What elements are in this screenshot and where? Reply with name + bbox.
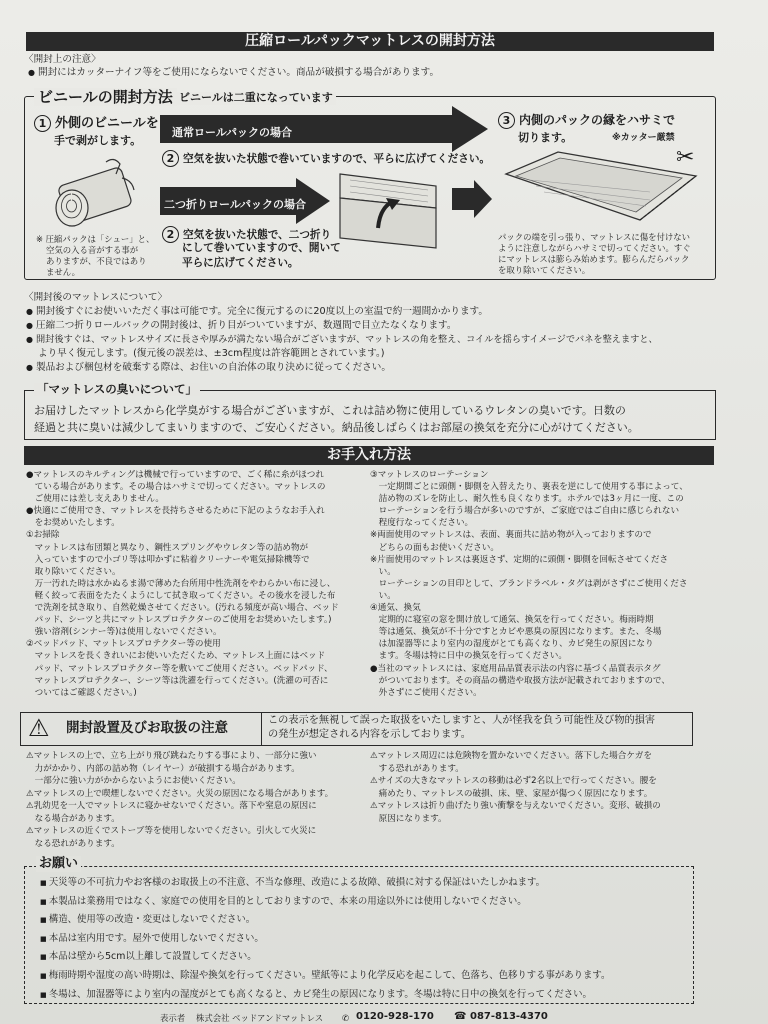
bullet-icon: ■ [40, 971, 49, 980]
care-left-line: マットレスプロテクター、シーツ等は洗濯を行ってください。(洗濯の可否に [26, 675, 329, 686]
folded-step-line-1 [162, 226, 331, 243]
care-left-line: ②ベッドパッド、マットレスプロテクター等の使用 [26, 639, 221, 650]
warning-triangle-icon: ⚠ [28, 714, 50, 742]
request-title: お願い [36, 856, 81, 872]
care-right-line: い。 [370, 566, 396, 577]
care-left-line: ●マットレスのキルティングは機械で行っていますので、ごく稀に糸がほつれ [26, 470, 324, 480]
step1-title-text: 外側のビニールを [55, 116, 159, 131]
request-item-text: 本品は室内用です。屋外で使用しないでください。 [48, 932, 264, 944]
step2b-number-icon: 2 [162, 226, 179, 243]
request-list [40, 874, 690, 1004]
folded-pack-label: 二つ折りロールパックの場合 [164, 198, 307, 211]
warning-left-line: なる場合があります。 [26, 813, 120, 824]
request-item-text: 構造、使用等の改造・変更はしないでください。 [48, 914, 256, 926]
request-item-text: 本製品は業務用ではなく、家庭での使用を目的としておりますので、本来の用途以外には使用しないでください。 [48, 895, 527, 907]
folded-step-line-3: 平らに広げてください。 [182, 257, 299, 269]
normal-pack-step-text: 空気を抜いた状態で巻いていますので、平らに広げてください。 [183, 153, 491, 165]
request-item [40, 930, 690, 949]
care-right-line: ※片面使用のマットレスは裏返さず、定期的に頭側・脚側を回転させてくださ [370, 554, 669, 565]
step1-title [34, 115, 159, 132]
care-right-line: ます。冬場は特に日中の換気を行ってください。 [370, 651, 567, 662]
care-left-line: 入っていますので小ゴリ等は叩かずに粘着クリーナーや電気掃除機等で [26, 554, 310, 565]
care-left-line: 軽く絞って表面をたたくようにして拭き取ってください。その後水を浸した布 [26, 590, 336, 601]
smell-title: 「マットレスの臭いについて」 [34, 383, 200, 396]
scissors-icon: ✂ [676, 145, 695, 170]
request-item-text: 冬場は、加湿器等により室内の湿度がとても高くなると、カビ発生の原因になります。冬場は特に日中の換気を行ってください。 [48, 988, 592, 1000]
care-right-line: 程度行なってください。 [370, 518, 474, 529]
bullet-icon: ■ [40, 916, 49, 925]
warning-right-line: ⚠サイズの大きなマットレスの移動は必ず2名以上で行ってください。腰を [370, 776, 657, 786]
care-left-line: をお奨めいたします。 [26, 518, 120, 529]
warning-right-line: 原因になります。 [370, 813, 447, 824]
warning-left-line: ⚠マットレスの上で喫煙しないでください。火災の原因になる場合があります。 [26, 788, 334, 799]
smell-line-2: 経過と共に臭いは減少してまいりますので、ご安心ください。納品後しばらくはお部屋の換気を充分に心がけてください。 [34, 421, 639, 434]
after-bullet-3-cont: より早く復元します。(復元後の誤差は、±3cm程度は許容範囲とされています。) [38, 348, 385, 359]
folded-step-line-2: にして巻いていますので、開いて [182, 242, 341, 254]
request-item-text: 天災等の不可抗力やお客様のお取扱上の不注意、不当な修理、改造による故障、破損に対する保証はいたしかねます。 [48, 877, 545, 888]
note-line-4: ません。 [46, 267, 81, 277]
care-left-line: ご使用には差し支えありません。 [26, 494, 165, 505]
folded-mattress-illustration [330, 168, 450, 256]
warning-right-line: する恐れがあります。 [370, 763, 464, 774]
warning-left-line: なる恐れがあります。 [26, 838, 120, 849]
care-right-line: 詰め物のズレを防止し、耐久性も良くなります。ホテルでは3ヶ月に一度、この [370, 494, 684, 505]
care-right-line: がついております。その商品の構造や取扱方法が記載されておりますので、 [370, 675, 670, 686]
step1-line2: 手で剥がします。 [54, 134, 142, 147]
cutter-ban: ※カッター厳禁 [612, 133, 675, 143]
request-item-text: 梅雨時期や湿度の高い時期は、除湿や換気を行ってください。壁紙等により化学反応を起こして、色落ち、色移りする事があります。 [48, 969, 611, 981]
warning-left-line: ⚠マットレスの近くでストーブ等を使用しないでください。引火して火災に [26, 826, 317, 836]
step3-title [498, 112, 675, 129]
folded-next-arrow [452, 180, 492, 218]
care-left-line: で洗剤を拭き取り、自然乾燥させてください。(汚れる頻度が高い場合、ベッド [26, 603, 339, 614]
after-bullet-1: ● 開封後すぐにお使いいただく事は可能です。完全に復元するのに20度以上の室温で約一週間かかります。 [26, 306, 488, 319]
care-left-line: ①お掃除 [26, 530, 60, 541]
vinyl-subtitle: ビニールは二重になっています [176, 92, 336, 105]
care-left-line: マットレスは布団類と異なり、鋼性スプリングやウレタン等の詰め物が [26, 542, 309, 553]
care-left-line: 取り除いてください。 [26, 566, 121, 577]
care-left-line: ている場合があります。その場合はハサミで切ってください。マットレスの [26, 482, 326, 493]
care-left-column [26, 469, 366, 699]
care-left-line: パッド、シーツと共にマットレスプロテクターのご使用をお奨めいたします。) [26, 615, 332, 626]
footer-company: 株式会社 ベッドアンドマットレス [196, 1013, 324, 1023]
warning-right-line: 痛めたり、マットレスの破損、床、壁、家屋が傷つく原因になります。 [370, 788, 653, 799]
step3-line2: 切ります。 [518, 131, 573, 144]
care-right-line: ●当社のマットレスには、家庭用品品質表示法の内容に基づく品質表示タグ [370, 663, 661, 674]
care-right-line: 一定期間ごとに頭側・脚側を入替えたり、裏表を逆にして使用する事によって、 [370, 482, 688, 493]
warning-right-line: ⚠マットレス周辺には危険物を置かないでください。落下した場合ケガを [370, 751, 652, 761]
warning-desc-line-1: この表示を無視して誤った取扱をいたしますと、人が怪我を負う可能性及び物的損害 [268, 715, 656, 726]
warning-left-line: 一部分に強い力がかからないようにお使いください。 [26, 776, 241, 786]
step3-title-text: 内側のパックの縁をハサミで [519, 113, 676, 127]
request-item [40, 948, 690, 967]
after-bullet-4: ● 製品および梱包材を破棄する際は、お住いの自治体の取り決めに従ってください。 [26, 362, 391, 375]
after-bullet-2: ● 圧縮二つ折りロールパックの開封後は、折り目がついていますが、数週間で目立たなくなります。 [26, 320, 456, 333]
care-right-line: 定期的に寝室の窓を開け放して通気、換気を行ってください。梅雨時期 [370, 615, 654, 626]
care-left-line: ついてはご確認ください。) [26, 687, 137, 698]
request-item [40, 893, 690, 912]
step3-number-icon: 3 [498, 112, 515, 129]
caution-heading: 〈開封上の注意〉 [24, 54, 101, 65]
care-right-line: ③マットレスのローテーション [370, 470, 489, 480]
caution-line: ● 開封にはカッターナイフ等をご使用にならないでください。商品が破損する場合があります。 [28, 67, 439, 80]
smell-line-1: お届けしたマットレスから化学臭がする場合がございますが、これは詰め物に使用しているウレタンの臭いです。日数の [34, 404, 626, 417]
care-left-line: 万一汚れた時は水かぬるま湯で薄めた台所用中性洗剤をやわらかい布に浸し、 [26, 578, 336, 589]
folded-step-text-1: 空気を抜いた状態で、二つ折り [183, 229, 332, 241]
care-right-column [370, 469, 714, 699]
care-right-line: 外さずにご使用ください。 [370, 687, 482, 698]
footer-label: 表示者 [160, 1013, 186, 1023]
warning-left-line: ⚠乳幼児を一人でマットレスに寝かせないでください。落下や窒息の原因に [26, 801, 317, 811]
after-heading: 〈開封後のマットレスについて〉 [24, 292, 168, 303]
care-title: お手入れ方法 [24, 446, 714, 465]
footer-tel: 087-813-4370 [470, 1011, 548, 1022]
phone-icon: ☎ [454, 1011, 467, 1022]
bullet-icon: ■ [40, 990, 49, 999]
free-dial-icon: ✆ [342, 1013, 350, 1023]
request-item [40, 911, 690, 930]
care-right-line: ※両面使用のマットレスは、表面、裏面共に詰め物が入っておりますので [370, 530, 652, 541]
care-left-line: ●快適にご使用でき、マットレスを長持ちさせるために下記のようなお手入れ [26, 506, 325, 517]
rolled-mattress-illustration [44, 152, 144, 232]
step3-desc-line-2: ように注意しながらハサミで切ってください。すぐ [498, 243, 691, 253]
bullet-icon: ■ [40, 934, 49, 943]
request-item [40, 986, 690, 1005]
warning-right-line: ⚠マットレスは折り曲げたり強い衝撃を与えないでください。変形、破損の [370, 801, 661, 811]
warning-left-line: 力がかかり、内部の詰め物（レイヤー）が破損する場合があります。 [26, 763, 300, 774]
care-left-line: パッド、マットレスプロテクター等を敷いてご使用ください。ベッドパッド、 [26, 663, 333, 674]
page-title: 圧縮ロールパックマットレスの開封方法 [26, 32, 714, 51]
note-line-3: ありますが、不良ではあり [46, 256, 147, 266]
step3-desc-line-1: パックの端を引っ張り、マットレスに傷を付けない [498, 232, 691, 242]
care-left-line: マットレスを長くきれいにお使いいただくため、マットレス上面にはベッド [26, 651, 326, 662]
step1-number-icon: 1 [34, 115, 51, 132]
care-right-line: ローテーションの目印として、ブランドラベル・タグは剥がさずにご使用くださ [370, 578, 688, 589]
care-right-line: い。 [370, 590, 396, 601]
care-right-line: どちらの面もお使いください。 [370, 542, 499, 553]
step2-number-icon: 2 [162, 150, 179, 167]
warning-right-column [370, 750, 714, 825]
step3-desc-line-3: にマットレスは膨らみ始めます。膨らんだらパック [498, 254, 690, 264]
step3-desc-line-4: を取り除いてください。 [498, 265, 591, 275]
request-item [40, 874, 690, 893]
care-right-line: 等は通気、換気が不十分ですとカビや悪臭の原因になります。また、冬場 [370, 627, 662, 638]
care-left-line: 強い溶剤(シンナー等)は使用しないでください。 [26, 627, 222, 638]
after-bullet-3: ● 開封後すぐは、マットレスサイズに長さや厚みが満たない場合がございますが、マットレスの角を整え、コイルを揺らすイメージでバネを整えますと、 [26, 334, 658, 347]
note-line-1: ※ 圧縮パックは「シュー」と、 [36, 234, 155, 244]
bullet-icon: ■ [40, 953, 49, 962]
care-right-line: ローテーションを行う場合が多いのですが、ご家庭ではご自由に感じられない [370, 506, 680, 517]
warning-left-column [26, 750, 370, 850]
vinyl-title: ビニールの開封方法 [34, 88, 177, 106]
normal-pack-step [162, 150, 490, 167]
request-item-text: 本品は壁から5cm以上離して設置してください。 [48, 951, 257, 963]
request-item [40, 967, 690, 986]
care-right-line: ④通気、換気 [370, 603, 421, 614]
warning-left-line: ⚠マットレスの上で、立ち上がり飛び跳ねたりする事により、一部分に強い [26, 751, 317, 761]
bullet-icon: ■ [40, 897, 49, 906]
note-line-2: 空気の入る音がする事が [46, 245, 139, 255]
warning-title: 開封設置及びお取扱の注意 [66, 720, 228, 736]
footer-free-dial: 0120-928-170 [356, 1011, 434, 1022]
normal-pack-label: 通常ロールパックの場合 [172, 126, 293, 139]
care-right-line: は加湿器等により室内の湿度がとても高くなり、カビ発生の原因になり [370, 639, 654, 650]
warning-desc-line-2: の発生が想定される内容を示しております。 [268, 729, 471, 740]
bullet-icon: ■ [40, 879, 49, 887]
